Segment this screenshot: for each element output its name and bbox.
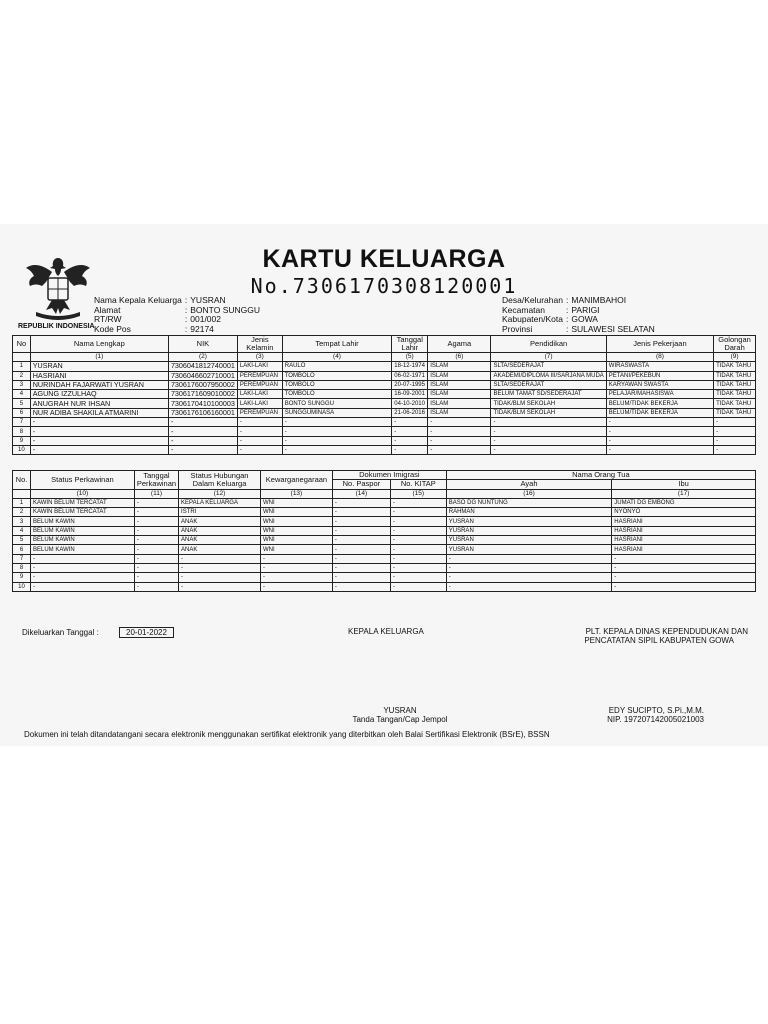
status-cell: 2 (13, 508, 31, 517)
header-nik: NIK (168, 336, 237, 353)
member-row (13, 362, 756, 371)
colnum-cell: (16) (446, 489, 612, 498)
member-cell: HASRIANI (30, 371, 168, 380)
status-cell: - (30, 573, 134, 582)
status-cell: - (332, 573, 390, 582)
status-row (13, 498, 756, 507)
member-cell: - (237, 445, 282, 454)
header-pendidikan: Pendidikan (491, 336, 606, 353)
member-cell: 7 (13, 418, 31, 427)
header-ayah: Ayah (446, 480, 612, 489)
member-cell: - (606, 418, 713, 427)
member-cell: ISLAM (428, 390, 491, 399)
status-cell: - (179, 582, 261, 591)
member-cell: 5 (13, 399, 31, 408)
info-label: Kode Pos (94, 323, 131, 334)
status-cell: - (446, 563, 612, 572)
colnum-cell (13, 353, 31, 362)
member-cell: 6 (13, 408, 31, 417)
header-ibu: Ibu (612, 480, 756, 489)
member-cell: - (30, 445, 168, 454)
colnum-cell: (3) (237, 353, 282, 362)
colnum-cell: (12) (179, 489, 261, 498)
member-cell: - (168, 418, 237, 427)
member-row (13, 371, 756, 380)
member-cell: - (392, 445, 428, 454)
status-cell: - (390, 536, 446, 545)
status-cell: - (390, 517, 446, 526)
colnum-cell: (2) (168, 353, 237, 362)
member-cell: AGUNG IZZULHAQ (30, 390, 168, 399)
member-cell: ISLAM (428, 408, 491, 417)
member-cell: - (168, 427, 237, 436)
status-cell: - (134, 582, 178, 591)
header-status-hubungan: Status Hubungan Dalam Keluarga (179, 471, 261, 490)
member-cell: 1 (13, 362, 31, 371)
status-cell: HASRIANI (612, 517, 756, 526)
colnum-cell: (14) (332, 489, 390, 498)
member-cell: - (714, 445, 756, 454)
member-cell: TIDAK TAHU (714, 408, 756, 417)
status-row (13, 526, 756, 535)
member-cell: ISLAM (428, 380, 491, 389)
status-cell: - (332, 582, 390, 591)
member-cell: 8 (13, 427, 31, 436)
status-cell: - (30, 554, 134, 563)
status-cell: - (134, 563, 178, 572)
status-cell: - (30, 563, 134, 572)
member-row (13, 445, 756, 454)
member-cell: ISLAM (428, 371, 491, 380)
header-golongan-darah: Golongan Darah (714, 336, 756, 353)
member-cell: - (30, 427, 168, 436)
status-cell: - (134, 536, 178, 545)
info-label: Alamat (94, 304, 121, 315)
member-cell: - (282, 436, 392, 445)
status-cell: - (446, 582, 612, 591)
header-nama-orang-tua: Nama Orang Tua (446, 471, 755, 480)
member-cell: - (392, 436, 428, 445)
status-cell: KEPALA KELUARGA (179, 498, 261, 507)
member-cell: TOMBOLO (282, 390, 392, 399)
member-cell: TIDAK TAHU (714, 371, 756, 380)
status-cell: 10 (13, 582, 31, 591)
colnum-cell: (4) (282, 353, 392, 362)
status-cell: - (390, 498, 446, 507)
member-cell: 2 (13, 371, 31, 380)
header-jenis-pekerjaan: Jenis Pekerjaan (606, 336, 713, 353)
status-cell: - (134, 526, 178, 535)
status-cell: - (390, 508, 446, 517)
member-cell: 21-06-2016 (392, 408, 428, 417)
status-cell: - (260, 563, 332, 572)
status-cell: 6 (13, 545, 31, 554)
member-row (13, 436, 756, 445)
member-cell: - (428, 445, 491, 454)
member-cell: SLTA/SEDERAJAT (491, 380, 606, 389)
member-cell: ANUGRAH NUR IHSAN (30, 399, 168, 408)
member-cell: - (30, 436, 168, 445)
member-cell: 7306046602710001 (168, 371, 237, 380)
status-cell: - (390, 554, 446, 563)
status-cell: - (612, 582, 756, 591)
status-cell: WNI (260, 536, 332, 545)
status-cell: 1 (13, 498, 31, 507)
status-cell: 3 (13, 517, 31, 526)
info-value: BONTO SUNGGU (190, 304, 261, 315)
colnum-cell: (8) (606, 353, 713, 362)
status-cell: - (390, 545, 446, 554)
status-cell: BELUM KAWIN (30, 526, 134, 535)
member-cell: - (714, 436, 756, 445)
member-row (13, 380, 756, 389)
member-cell: 04-10-2010 (392, 399, 428, 408)
member-row (13, 427, 756, 436)
member-row (13, 399, 756, 408)
info-colon: : (565, 304, 569, 315)
member-cell: - (428, 418, 491, 427)
member-cell: NUR ADIBA SHAKILA ATMARINI (30, 408, 168, 417)
status-cell: HASRIANI (612, 536, 756, 545)
status-cell: YUSRAN (446, 526, 612, 535)
info-label: Provinsi (502, 323, 533, 334)
member-cell: - (237, 436, 282, 445)
header-no-kitap: No. KITAP (390, 480, 446, 489)
member-cell: BELUM TAMAT SD/SEDERAJAT (491, 390, 606, 399)
status-cell: - (332, 545, 390, 554)
status-cell: RAHMAN (446, 508, 612, 517)
colnum-cell: (11) (134, 489, 178, 498)
member-cell: - (714, 427, 756, 436)
member-cell: 4 (13, 390, 31, 399)
dinas-title-1: PLT. KEPALA DINAS KEPENDUDUKAN DAN (585, 627, 748, 636)
info-value: 92174 (190, 323, 214, 334)
member-cell: 16-09-2001 (392, 390, 428, 399)
status-cell: - (134, 508, 178, 517)
status-cell: - (134, 517, 178, 526)
member-cell: - (428, 436, 491, 445)
member-cell: 7306170410100003 (168, 399, 237, 408)
colnum-cell: (1) (30, 353, 168, 362)
members-table (12, 335, 756, 455)
status-cell: - (612, 573, 756, 582)
document-title: KARTU KELUARGA (262, 245, 506, 273)
status-cell: BELUM KAWIN (30, 517, 134, 526)
republik-label: REPUBLIK INDONESIA (18, 323, 95, 330)
member-cell: 7306176007950002 (168, 380, 237, 389)
member-cell: AKADEMI/DIPLOMA III/SARJANA MUDA (491, 371, 606, 380)
member-cell: - (392, 427, 428, 436)
household-info-right (502, 296, 658, 334)
header-tanggal-perkawinan: Tanggal Perkawinan (134, 471, 178, 490)
members-header-row (13, 336, 756, 353)
member-cell: - (606, 436, 713, 445)
signer-caption: Tanda Tangan/Cap Jempol (352, 715, 448, 724)
header-tempat-lahir: Tempat Lahir (282, 336, 392, 353)
status-cell: WNI (260, 517, 332, 526)
status-header-row-1 (13, 471, 756, 480)
status-cell: 4 (13, 526, 31, 535)
status-row (13, 545, 756, 554)
status-cell: - (612, 554, 756, 563)
status-cell: BASO DG NUNTUNG (446, 498, 612, 507)
status-cell: - (332, 498, 390, 507)
member-cell: TIDAK TAHU (714, 380, 756, 389)
status-table (12, 470, 756, 592)
info-value: SULAWESI SELATAN (571, 323, 655, 334)
official-nip: NIP. 197207142005021003 (607, 715, 704, 724)
status-cell: - (390, 563, 446, 572)
info-colon: : (565, 323, 569, 334)
member-cell: PELAJAR/MAHASISWA (606, 390, 713, 399)
member-cell: - (237, 418, 282, 427)
status-cell: HASRIANI (612, 545, 756, 554)
status-row (13, 563, 756, 572)
info-colon: : (184, 314, 188, 324)
member-cell: 9 (13, 436, 31, 445)
member-cell: - (714, 418, 756, 427)
header-tanggal-lahir: Tanggal Lahir (392, 336, 428, 353)
member-cell: TIDAK/BLM SEKOLAH (491, 408, 606, 417)
member-row (13, 408, 756, 417)
member-cell: 3 (13, 380, 31, 389)
member-cell: PEREMPUAN (237, 408, 282, 417)
member-cell: BONTO SUNGGU (282, 399, 392, 408)
status-cell: - (179, 563, 261, 572)
status-cell: KAWIN BELUM TERCATAT (30, 498, 134, 507)
status-cell: KAWIN BELUM TERCATAT (30, 508, 134, 517)
member-cell: SLTA/SEDERAJAT (491, 362, 606, 371)
status-cell: ANAK (179, 545, 261, 554)
colnum-cell: (7) (491, 353, 606, 362)
member-cell: SUNGGUMINASA (282, 408, 392, 417)
member-cell: TOMBOLO (282, 371, 392, 380)
issued-date-value: 20-01-2022 (119, 627, 174, 638)
member-cell: 10 (13, 445, 31, 454)
member-cell: 06-02-1971 (392, 371, 428, 380)
status-cell: - (134, 573, 178, 582)
colnum-cell: (15) (390, 489, 446, 498)
header-nama-lengkap: Nama Lengkap (30, 336, 168, 353)
status-cell: - (390, 582, 446, 591)
info-colon: : (184, 304, 188, 315)
member-cell: - (606, 427, 713, 436)
member-cell: 7306041812740001 (168, 362, 237, 371)
info-row (502, 325, 658, 335)
info-colon: : (184, 323, 188, 334)
member-cell: - (30, 418, 168, 427)
status-cell: - (612, 563, 756, 572)
status-cell: - (332, 508, 390, 517)
status-cell: - (332, 554, 390, 563)
member-cell: ISLAM (428, 399, 491, 408)
member-cell: YUSRAN (30, 362, 168, 371)
info-label: Kabupaten/Kota (502, 314, 563, 324)
status-cell: - (260, 573, 332, 582)
e-signature-disclaimer: Dokumen ini telah ditandatangani secara elektronik menggunakan sertifikat elektronik yang diterbitkan oleh Balai Sertifikasi Elektronik (BSrE), BSSN (24, 730, 550, 739)
colnum-cell: (10) (30, 489, 134, 498)
member-cell: KARYAWAN SWASTA (606, 380, 713, 389)
status-cell: - (446, 554, 612, 563)
status-cell: - (332, 536, 390, 545)
status-cell: - (260, 582, 332, 591)
member-cell: TIDAK TAHU (714, 399, 756, 408)
member-cell: - (237, 427, 282, 436)
status-cell: - (260, 554, 332, 563)
status-cell: JUMATI DG EMBONG (612, 498, 756, 507)
header-dokumen-imigrasi: Dokumen Imigrasi (332, 471, 446, 480)
status-cell: YUSRAN (446, 545, 612, 554)
info-colon: : (184, 295, 188, 305)
kepala-keluarga-label: KEPALA KELUARGA (348, 627, 424, 636)
member-cell: 7306176106160001 (168, 408, 237, 417)
info-label: Kecamatan (502, 304, 545, 315)
colnum-cell: (5) (392, 353, 428, 362)
member-cell: - (282, 445, 392, 454)
member-cell: RAULO (282, 362, 392, 371)
status-colnum-row (13, 489, 756, 498)
issued-date-label: Dikeluarkan Tanggal : (22, 628, 99, 637)
kk-number: No.7306170308120001 (250, 274, 518, 298)
official-name: EDY SUCIPTO, S.Pi.,M.M. (608, 706, 704, 715)
member-cell: - (168, 436, 237, 445)
member-cell: NURINDAH FAJARWATI YUSRAN (30, 380, 168, 389)
colnum-cell: (6) (428, 353, 491, 362)
status-cell: 5 (13, 536, 31, 545)
header-agama: Agama (428, 336, 491, 353)
member-cell: PETANI/PEKEBUN (606, 371, 713, 380)
status-row (13, 517, 756, 526)
member-cell: WIRASWASTA (606, 362, 713, 371)
info-label: Nama Kepala Keluarga (94, 295, 182, 305)
member-cell: 18-12-1974 (392, 362, 428, 371)
member-cell: - (168, 445, 237, 454)
status-row (13, 508, 756, 517)
status-cell: ANAK (179, 526, 261, 535)
status-cell: YUSRAN (446, 517, 612, 526)
member-cell: - (491, 445, 606, 454)
status-cell: YUSRAN (446, 536, 612, 545)
status-cell: - (332, 563, 390, 572)
status-cell: - (134, 498, 178, 507)
member-cell: LAKI-LAKI (237, 390, 282, 399)
info-value: YUSRAN (190, 295, 226, 305)
info-label: RT/RW (94, 314, 122, 324)
status-cell: HASRIANI (612, 526, 756, 535)
member-cell: - (392, 418, 428, 427)
status-cell: 8 (13, 563, 31, 572)
member-cell: 7306171609010002 (168, 390, 237, 399)
status-cell: - (134, 545, 178, 554)
member-cell: LAKI-LAKI (237, 362, 282, 371)
colnum-cell: (17) (612, 489, 756, 498)
header-status-perkawinan: Status Perkawinan (30, 471, 134, 490)
signer-name: YUSRAN (383, 706, 417, 715)
status-cell: WNI (260, 498, 332, 507)
header-no: No (13, 336, 31, 353)
member-cell: TIDAK TAHU (714, 390, 756, 399)
colnum-cell: (9) (714, 353, 756, 362)
header-jenis-kelamin: Jenis Kelamin (237, 336, 282, 353)
info-value: 001/002 (190, 314, 221, 324)
status-cell: - (179, 573, 261, 582)
member-cell: - (491, 427, 606, 436)
info-value: GOWA (571, 314, 598, 324)
household-info-left (94, 296, 263, 334)
status-row (13, 536, 756, 545)
members-colnum-row (13, 353, 756, 362)
member-row (13, 418, 756, 427)
info-value: MANIMBAHOI (571, 295, 627, 305)
status-cell: - (179, 554, 261, 563)
member-cell: BELUM/TIDAK BEKERJA (606, 408, 713, 417)
member-cell: ISLAM (428, 362, 491, 371)
member-cell: BELUM/TIDAK BEKERJA (606, 399, 713, 408)
status-row (13, 554, 756, 563)
status-cell: - (446, 573, 612, 582)
status-cell: 7 (13, 554, 31, 563)
status-cell: WNI (260, 526, 332, 535)
member-row (13, 390, 756, 399)
status-cell: NYONYO (612, 508, 756, 517)
member-cell: PEREMPUAN (237, 371, 282, 380)
colnum-cell (13, 489, 31, 498)
status-row (13, 573, 756, 582)
member-cell: - (282, 418, 392, 427)
status-cell: - (332, 526, 390, 535)
issued-date-block (22, 627, 174, 638)
member-cell: PEREMPUAN (237, 380, 282, 389)
info-label: Desa/Kelurahan (502, 295, 563, 305)
header-kewarganegaraan: Kewarganegaraan (260, 471, 332, 490)
status-cell: WNI (260, 508, 332, 517)
info-colon: : (565, 314, 569, 324)
member-cell: - (491, 436, 606, 445)
status-cell: - (30, 582, 134, 591)
member-cell: - (606, 445, 713, 454)
status-cell: ANAK (179, 517, 261, 526)
info-row (94, 325, 263, 335)
member-cell: TIDAK TAHU (714, 362, 756, 371)
info-value: PARIGI (571, 304, 600, 315)
status-cell: - (332, 517, 390, 526)
status-cell: BELUM KAWIN (30, 545, 134, 554)
status-cell: 9 (13, 573, 31, 582)
member-cell: 20-07-1995 (392, 380, 428, 389)
dinas-title-2: PENCATATAN SIPIL KABUPATEN GOWA (584, 636, 734, 645)
member-cell: - (428, 427, 491, 436)
status-cell: ANAK (179, 536, 261, 545)
member-cell: - (491, 418, 606, 427)
member-cell: - (282, 427, 392, 436)
member-cell: TIDAK/BLM SEKOLAH (491, 399, 606, 408)
status-cell: WNI (260, 545, 332, 554)
info-colon: : (565, 295, 569, 305)
member-cell: TOMBOLO (282, 380, 392, 389)
member-cell: LAKI-LAKI (237, 399, 282, 408)
status-cell: - (390, 573, 446, 582)
status-row (13, 582, 756, 591)
status-cell: ISTRI (179, 508, 261, 517)
status-cell: - (390, 526, 446, 535)
status-cell: - (134, 554, 178, 563)
colnum-cell: (13) (260, 489, 332, 498)
header-no-paspor: No. Paspor (332, 480, 390, 489)
header-no2: No. (13, 471, 31, 490)
status-cell: BELUM KAWIN (30, 536, 134, 545)
